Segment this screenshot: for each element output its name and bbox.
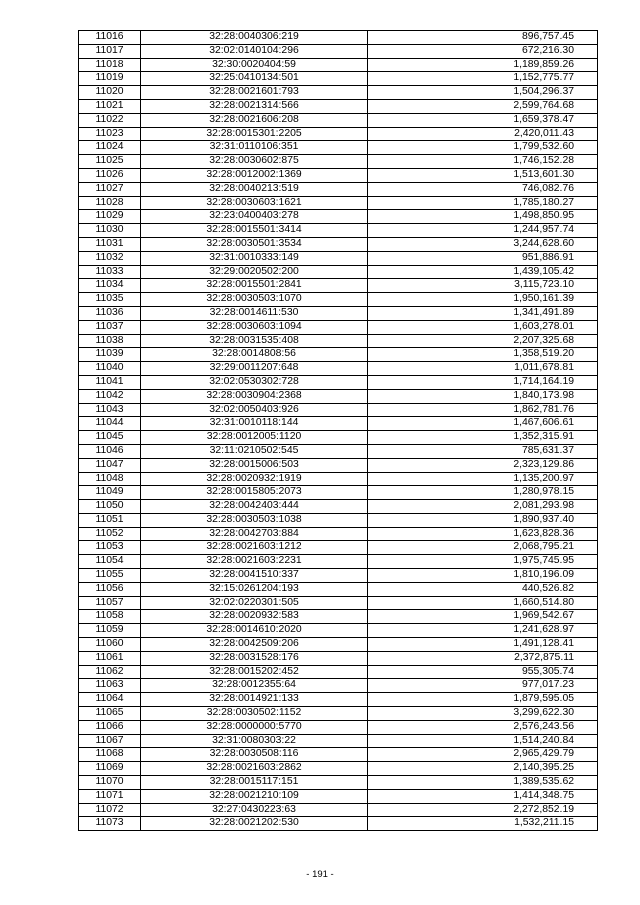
table-row: [79, 72, 598, 86]
cadastral-number-cell: 32:02:0140104:296: [141, 44, 368, 58]
cadastral-number-cell: 32:28:0015117:151: [141, 776, 368, 790]
table-row: [79, 44, 598, 58]
row-number-cell: 11037: [79, 320, 141, 334]
cadastral-number-cell: 32:28:0012002:1369: [141, 168, 368, 182]
table-row: [79, 320, 598, 334]
row-number-cell: 11056: [79, 582, 141, 596]
amount-cell: 1,389,535.62: [368, 776, 598, 790]
amount-cell: 3,299,622.30: [368, 707, 598, 721]
row-number-cell: 11043: [79, 403, 141, 417]
amount-cell: 672,216.30: [368, 44, 598, 58]
amount-cell: 1,879,595.05: [368, 693, 598, 707]
table-row: [79, 582, 598, 596]
row-number-cell: 11021: [79, 99, 141, 113]
amount-cell: 977,017.23: [368, 679, 598, 693]
amount-cell: 1,890,937.40: [368, 513, 598, 527]
cadastral-number-cell: 32:02:0530302:728: [141, 375, 368, 389]
row-number-cell: 11046: [79, 444, 141, 458]
row-number-cell: 11048: [79, 472, 141, 486]
amount-cell: 1,799,532.60: [368, 141, 598, 155]
row-number-cell: 11057: [79, 596, 141, 610]
cadastral-number-cell: 32:28:0012355:64: [141, 679, 368, 693]
cadastral-number-cell: 32:31:0010118:144: [141, 417, 368, 431]
cadastral-number-cell: 32:25:0410134:501: [141, 72, 368, 86]
row-number-cell: 11063: [79, 679, 141, 693]
table-row: [79, 444, 598, 458]
row-number-cell: 11018: [79, 58, 141, 72]
row-number-cell: 11029: [79, 210, 141, 224]
amount-cell: 2,068,795.21: [368, 541, 598, 555]
table-row: [79, 403, 598, 417]
amount-cell: 1,352,315.91: [368, 431, 598, 445]
row-number-cell: 11027: [79, 182, 141, 196]
cadastral-number-cell: 32:29:0020502:200: [141, 265, 368, 279]
table-row: [79, 638, 598, 652]
cadastral-number-cell: 32:28:0015301:2205: [141, 127, 368, 141]
row-number-cell: 11065: [79, 707, 141, 721]
row-number-cell: 11023: [79, 127, 141, 141]
table-row: [79, 679, 598, 693]
cadastral-number-cell: 32:28:0015501:3414: [141, 224, 368, 238]
amount-cell: 1,439,105.42: [368, 265, 598, 279]
table-row: [79, 362, 598, 376]
cadastral-number-cell: 32:28:0021603:2862: [141, 762, 368, 776]
cadastral-number-cell: 32:28:0030603:1621: [141, 196, 368, 210]
row-number-cell: 11066: [79, 720, 141, 734]
cadastral-number-cell: 32:28:0000000:5770: [141, 720, 368, 734]
amount-cell: 1,623,828.36: [368, 527, 598, 541]
cadastral-number-cell: 32:28:0030503:1038: [141, 513, 368, 527]
amount-cell: 1,513,601.30: [368, 168, 598, 182]
cadastral-number-cell: 32:28:0021603:1212: [141, 541, 368, 555]
table-row: [79, 486, 598, 500]
data-table: [78, 30, 598, 831]
cadastral-number-cell: 32:28:0014808:56: [141, 348, 368, 362]
amount-cell: 1,714,164.19: [368, 375, 598, 389]
amount-cell: 1,491,128.41: [368, 638, 598, 652]
table-row: [79, 762, 598, 776]
row-number-cell: 11017: [79, 44, 141, 58]
table-row: [79, 776, 598, 790]
cadastral-number-cell: 32:28:0015006:503: [141, 458, 368, 472]
row-number-cell: 11032: [79, 251, 141, 265]
table-row: [79, 431, 598, 445]
cadastral-number-cell: 32:28:0030503:1070: [141, 293, 368, 307]
row-number-cell: 11020: [79, 86, 141, 100]
amount-cell: 440,526.82: [368, 582, 598, 596]
row-number-cell: 11039: [79, 348, 141, 362]
table-row: [79, 651, 598, 665]
table-row: [79, 99, 598, 113]
cadastral-number-cell: 32:28:0021606:208: [141, 113, 368, 127]
table-row: [79, 279, 598, 293]
row-number-cell: 11040: [79, 362, 141, 376]
table-row: [79, 86, 598, 100]
table-row: [79, 127, 598, 141]
row-number-cell: 11041: [79, 375, 141, 389]
table-row: [79, 569, 598, 583]
row-number-cell: 11069: [79, 762, 141, 776]
table-row: [79, 334, 598, 348]
cadastral-number-cell: 32:28:0030602:875: [141, 155, 368, 169]
amount-cell: 951,886.91: [368, 251, 598, 265]
cadastral-number-cell: 32:28:0015202:452: [141, 665, 368, 679]
amount-cell: 3,244,628.60: [368, 237, 598, 251]
row-number-cell: 11054: [79, 555, 141, 569]
cadastral-number-cell: 32:28:0042703:884: [141, 527, 368, 541]
cadastral-number-cell: 32:31:0010333:149: [141, 251, 368, 265]
cadastral-number-cell: 32:31:0110106:351: [141, 141, 368, 155]
table-row: [79, 348, 598, 362]
table-row: [79, 155, 598, 169]
table-row: [79, 748, 598, 762]
row-number-cell: 11070: [79, 776, 141, 790]
table-row: [79, 141, 598, 155]
table-row: [79, 31, 598, 45]
table-row: [79, 665, 598, 679]
table-row: [79, 513, 598, 527]
table-row: [79, 541, 598, 555]
cadastral-number-cell: 32:28:0014611:530: [141, 306, 368, 320]
amount-cell: 1,840,173.98: [368, 389, 598, 403]
cadastral-number-cell: 32:28:0021202:530: [141, 817, 368, 831]
row-number-cell: 11030: [79, 224, 141, 238]
row-number-cell: 11059: [79, 624, 141, 638]
cadastral-number-cell: 32:02:0050403:926: [141, 403, 368, 417]
cadastral-number-cell: 32:28:0020932:583: [141, 610, 368, 624]
cadastral-number-cell: 32:28:0030508:116: [141, 748, 368, 762]
row-number-cell: 11036: [79, 306, 141, 320]
amount-cell: 1,341,491.89: [368, 306, 598, 320]
row-number-cell: 11031: [79, 237, 141, 251]
row-number-cell: 11034: [79, 279, 141, 293]
amount-cell: 2,599,764.68: [368, 99, 598, 113]
table-row: [79, 210, 598, 224]
amount-cell: 2,272,852.19: [368, 803, 598, 817]
row-number-cell: 11068: [79, 748, 141, 762]
amount-cell: 1,975,745.95: [368, 555, 598, 569]
table-row: [79, 720, 598, 734]
cadastral-number-cell: 32:30:0020404:59: [141, 58, 368, 72]
amount-cell: 2,140,395.25: [368, 762, 598, 776]
amount-cell: 2,323,129.86: [368, 458, 598, 472]
table-body: [79, 31, 598, 831]
amount-cell: 2,207,325.68: [368, 334, 598, 348]
cadastral-number-cell: 32:28:0030502:1152: [141, 707, 368, 721]
table-row: [79, 624, 598, 638]
table-row: [79, 182, 598, 196]
amount-cell: 1,504,296.37: [368, 86, 598, 100]
amount-cell: 1,135,200.97: [368, 472, 598, 486]
row-number-cell: 11022: [79, 113, 141, 127]
row-number-cell: 11058: [79, 610, 141, 624]
table-row: [79, 707, 598, 721]
row-number-cell: 11024: [79, 141, 141, 155]
amount-cell: 3,115,723.10: [368, 279, 598, 293]
row-number-cell: 11052: [79, 527, 141, 541]
row-number-cell: 11044: [79, 417, 141, 431]
table-row: [79, 500, 598, 514]
amount-cell: 1,660,514.80: [368, 596, 598, 610]
cadastral-number-cell: 32:28:0031535:408: [141, 334, 368, 348]
cadastral-number-cell: 32:28:0021603:2231: [141, 555, 368, 569]
table-row: [79, 224, 598, 238]
cadastral-number-cell: 32:28:0040306:219: [141, 31, 368, 45]
row-number-cell: 11045: [79, 431, 141, 445]
row-number-cell: 11016: [79, 31, 141, 45]
amount-cell: 2,965,429.79: [368, 748, 598, 762]
table-row: [79, 527, 598, 541]
cadastral-number-cell: 32:28:0012005:1120: [141, 431, 368, 445]
table-row: [79, 803, 598, 817]
cadastral-number-cell: 32:15:0261204:193: [141, 582, 368, 596]
row-number-cell: 11026: [79, 168, 141, 182]
table-row: [79, 265, 598, 279]
cadastral-number-cell: 32:28:0014921:133: [141, 693, 368, 707]
amount-cell: 1,189,859.26: [368, 58, 598, 72]
table-row: [79, 113, 598, 127]
row-number-cell: 11061: [79, 651, 141, 665]
table-row: [79, 472, 598, 486]
row-number-cell: 11035: [79, 293, 141, 307]
table-row: [79, 789, 598, 803]
row-number-cell: 11071: [79, 789, 141, 803]
amount-cell: 2,576,243.56: [368, 720, 598, 734]
table-row: [79, 293, 598, 307]
cadastral-number-cell: 32:28:0020932:1919: [141, 472, 368, 486]
table-row: [79, 417, 598, 431]
cadastral-number-cell: 32:28:0021314:566: [141, 99, 368, 113]
amount-cell: 1,280,978.15: [368, 486, 598, 500]
amount-cell: 1,358,519.20: [368, 348, 598, 362]
table-row: [79, 734, 598, 748]
cadastral-number-cell: 32:31:0080303:22: [141, 734, 368, 748]
amount-cell: 1,810,196.09: [368, 569, 598, 583]
amount-cell: 1,244,957.74: [368, 224, 598, 238]
amount-cell: 1,532,211.15: [368, 817, 598, 831]
amount-cell: 1,950,161.39: [368, 293, 598, 307]
amount-cell: 1,498,850.95: [368, 210, 598, 224]
amount-cell: 896,757.45: [368, 31, 598, 45]
table-row: [79, 389, 598, 403]
cadastral-number-cell: 32:27:0430223:63: [141, 803, 368, 817]
row-number-cell: 11064: [79, 693, 141, 707]
amount-cell: 1,011,678.81: [368, 362, 598, 376]
page-number: - 191 -: [306, 869, 334, 880]
amount-cell: 1,414,348.75: [368, 789, 598, 803]
table-row: [79, 251, 598, 265]
cadastral-number-cell: 32:02:0220301:505: [141, 596, 368, 610]
cadastral-number-cell: 32:28:0042403:444: [141, 500, 368, 514]
row-number-cell: 11038: [79, 334, 141, 348]
row-number-cell: 11051: [79, 513, 141, 527]
row-number-cell: 11042: [79, 389, 141, 403]
table-row: [79, 168, 598, 182]
amount-cell: 1,514,240.84: [368, 734, 598, 748]
cadastral-number-cell: 32:28:0030904:2368: [141, 389, 368, 403]
row-number-cell: 11060: [79, 638, 141, 652]
row-number-cell: 11053: [79, 541, 141, 555]
row-number-cell: 11049: [79, 486, 141, 500]
table-row: [79, 375, 598, 389]
table-row: [79, 596, 598, 610]
amount-cell: 785,631.37: [368, 444, 598, 458]
row-number-cell: 11067: [79, 734, 141, 748]
amount-cell: 1,746,152.28: [368, 155, 598, 169]
cadastral-number-cell: 32:28:0042509:206: [141, 638, 368, 652]
row-number-cell: 11055: [79, 569, 141, 583]
cadastral-number-cell: 32:28:0021210:109: [141, 789, 368, 803]
amount-cell: 1,862,781.76: [368, 403, 598, 417]
amount-cell: 1,659,378.47: [368, 113, 598, 127]
row-number-cell: 11028: [79, 196, 141, 210]
cadastral-number-cell: 32:28:0021601:793: [141, 86, 368, 100]
amount-cell: 2,372,875.11: [368, 651, 598, 665]
table-row: [79, 237, 598, 251]
amount-cell: 746,082.76: [368, 182, 598, 196]
amount-cell: 1,467,606.61: [368, 417, 598, 431]
cadastral-number-cell: 32:28:0030603:1094: [141, 320, 368, 334]
cadastral-number-cell: 32:28:0014610:2020: [141, 624, 368, 638]
amount-cell: 1,152,775.77: [368, 72, 598, 86]
table-row: [79, 555, 598, 569]
row-number-cell: 11033: [79, 265, 141, 279]
table-row: [79, 458, 598, 472]
table-row: [79, 817, 598, 831]
cadastral-number-cell: 32:29:0011207:648: [141, 362, 368, 376]
row-number-cell: 11019: [79, 72, 141, 86]
table-row: [79, 306, 598, 320]
table-row: [79, 610, 598, 624]
amount-cell: 1,603,278.01: [368, 320, 598, 334]
row-number-cell: 11072: [79, 803, 141, 817]
row-number-cell: 11062: [79, 665, 141, 679]
amount-cell: 1,241,628.97: [368, 624, 598, 638]
cadastral-number-cell: 32:28:0040213:519: [141, 182, 368, 196]
row-number-cell: 11073: [79, 817, 141, 831]
amount-cell: 2,420,011.43: [368, 127, 598, 141]
table-row: [79, 693, 598, 707]
cadastral-number-cell: 32:28:0031528:176: [141, 651, 368, 665]
row-number-cell: 11050: [79, 500, 141, 514]
row-number-cell: 11047: [79, 458, 141, 472]
amount-cell: 2,081,293.98: [368, 500, 598, 514]
cadastral-number-cell: 32:28:0015501:2841: [141, 279, 368, 293]
cadastral-number-cell: 32:28:0041510:337: [141, 569, 368, 583]
amount-cell: 955,305.74: [368, 665, 598, 679]
amount-cell: 1,785,180.27: [368, 196, 598, 210]
cadastral-number-cell: 32:11:0210502:545: [141, 444, 368, 458]
table-row: [79, 58, 598, 72]
row-number-cell: 11025: [79, 155, 141, 169]
amount-cell: 1,969,542.67: [368, 610, 598, 624]
cadastral-number-cell: 32:23:0400403:278: [141, 210, 368, 224]
table-row: [79, 196, 598, 210]
cadastral-number-cell: 32:28:0015805:2073: [141, 486, 368, 500]
cadastral-number-cell: 32:28:0030501:3534: [141, 237, 368, 251]
